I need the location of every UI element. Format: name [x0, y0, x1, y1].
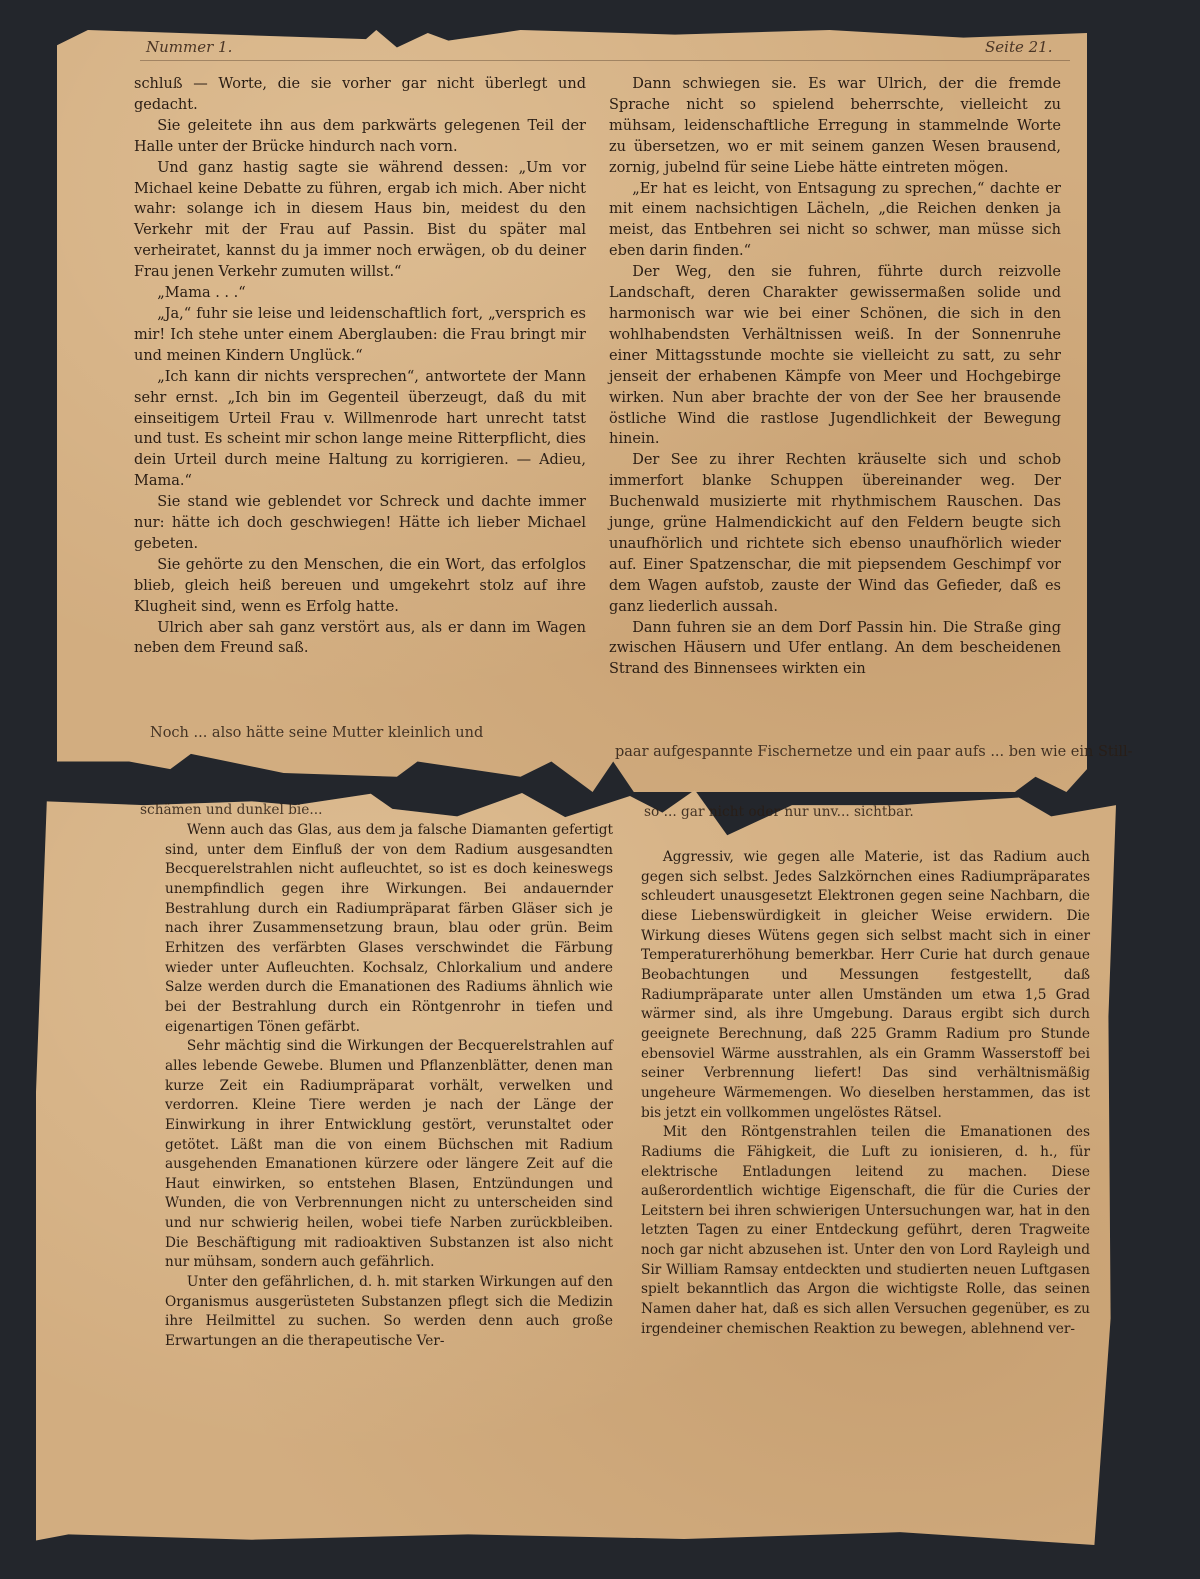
paragraph: „Er hat es leicht, von Entsagung zu sprechen,“ dachte er mit einem nachsichtigen Lächeln, „die Reichen denken ja meist, das Entbehren sei nicht so schwer, man müsse sich eben darin finden.“ — [609, 180, 1061, 260]
paragraph: Unter den gefährlichen, d. h. mit starken Wirkungen auf den Organismus ausgerüsteten Substanzen pflegt sich die Medizin ihre Heilmittel zu suchen. So werden denn auch große Erwartungen an die therapeutische Ver- — [165, 1274, 613, 1350]
paragraph: Ulrich aber sah ganz verstört aus, als er dann im Wagen neben dem Freund saß. — [134, 619, 586, 657]
torn-line-top-left: Noch ... also hätte seine Mutter kleinlich und — [150, 725, 484, 741]
paragraph: Und ganz hastig sagte sie während dessen: „Um vor Michael keine Debatte zu führen, ergab ich mich. Aber nicht wahr: solange ich in diesem Haus bin, meidest du den Verkehr mit der Frau auf Passin. Bist du später mal verheiratet, kannst du ja immer noch erwägen, ob du deiner Frau jenen Verkehr zumuten willst.“ — [134, 159, 586, 281]
paragraph: Aggressiv, wie gegen alle Materie, ist das Radium auch gegen sich selbst. Jedes Salzkörnchen eines Radiumpräparates schleudert unausgesetzt Elektronen gegen seine Nachbarn, die diese Liebenswürdigkeit in gleicher Weise erwidern. Die Wirkung dieses Wütens gegen sich selbst macht sich in einer Temperaturerhöhung bemerkbar. Herr Curie hat durch genaue Beobachtungen und Messungen festgestellt, daß Radiumpräparate unter allen Umständen um etwa 1,5 Grad wärmer sind, als ihre Umgebung. Daraus ergibt sich durch geeignete Berechnung, daß 225 Gramm Radium pro Stunde ebensoviel Wärme ausstrahlen, als ein Gramm Wasserstoff bei seiner Verbrennung liefert! Das sind verhältnismäßig ungeheure Wärmemengen. Wo dieselben herstammen, das ist bis jetzt ein vollkommen ungelöstes Rätsel. — [641, 849, 1090, 1121]
paragraph: Sie stand wie geblendet vor Schreck und dachte immer nur: hätte ich doch geschwiegen! Hätte ich lieber Michael gebeten. — [134, 494, 586, 552]
paragraph: „Ja,“ fuhr sie leise und leidenschaftlich fort, „versprich es mir! Ich stehe unter einem Aberglauben: die Frau bringt mir und meinen Kindern Unglück.“ — [134, 305, 586, 364]
top-right-column — [609, 74, 1061, 680]
issue-number: Nummer 1. — [146, 38, 233, 56]
torn-line-bottom-left: schämen und dunkel bie... — [140, 802, 323, 818]
paragraph: Der See zu ihrer Rechten kräuselte sich und schob immerfort blanke Schuppen übereinander weg. Der Buchenwald musizierte mit rhythmischem Rauschen. Das junge, grüne Halmendickicht auf den Feldern beugte sich unaufhörlich und richtete sich ebenso unaufhörlich wieder auf. Einer Spatzenschar, die mit piepsendem Geschimpf vor dem Wagen aufstob, zauste der Wind das Gefieder, daß es ganz liederlich aussah. — [609, 452, 1061, 615]
paragraph: Der Weg, den sie fuhren, führte durch reizvolle Landschaft, deren Charakter gewissermaßen solide und harmonisch war wie bei einer Schönen, die sich in den wohlhabendsten Verhältnissen weiß. In der Sonnenruhe einer Mittagsstunde mochte sie vielleicht zu satt, zu sehr jenseit der erhabenen Kämpfe von Meer und Hochgebirge wirken. Nun aber brachte der von der See her brausende östliche Wind die rastlose Jugendlichkeit der Bewegung hinein. — [609, 264, 1061, 448]
top-left-column — [134, 74, 586, 659]
paragraph: Sie gehörte zu den Menschen, die ein Wort, das erfolglos blieb, gleich heiß bereuen und umgekehrt stolz auf ihre Klugheit sind, wenn es Erfolg hatte. — [134, 556, 586, 615]
bottom-right-column — [641, 848, 1090, 1339]
paragraph: Wenn auch das Glas, aus dem ja falsche Diamanten gefertigt sind, unter dem Einfluß der von dem Radium ausgesandten Becquerelstrahlen nicht aufleuchtet, so ist es doch keineswegs unempfindlich gegen ihre Wirkungen. Bei andauernder Bestrahlung durch ein Radiumpräparat färben Gläser sich je nach ihrer Zusammensetzung braun, blau oder grün. Beim Erhitzen des verfärbten Glases verschwindet die Färbung wieder unter Aufleuchten. Kochsalz, Chlorkalium und andere Salze werden durch die Emanationen des Radiums ähnlich wie bei der Bestrahlung durch ein Röntgenrohr in tiefen und eigenartigen Tönen gefärbt. — [165, 822, 613, 1035]
torn-line-bottom-right: so ... gar nicht oder nur unv... sichtbar. — [644, 804, 914, 820]
torn-line-top-right: paar aufgespannte Fischernetze und ein paar aufs ... ben wie ein Still- — [615, 744, 1133, 760]
paragraph: „Ich kann dir nichts versprechen“, antwortete der Mann sehr ernst. „Ich bin im Gegenteil überzeugt, daß du mit einseitigem Urteil Frau v. Willmenrode hart unrecht tatst und tust. Es scheint mir schon lange meine Ritterpflicht, dies dein Urteil durch meine Haltung zu korrigieren. — Adieu, Mama.“ — [134, 368, 586, 490]
header-rule — [140, 60, 1070, 61]
paragraph: Mit den Röntgenstrahlen teilen die Emanationen des Radiums die Fähigkeit, die Luft zu ionisieren, d. h., für elektrische Entladungen leitend zu machen. Diese außerordentlich wichtige Eigenschaft, die für die Curies der Leitstern bei ihren schwierigen Untersuchungen war, hat in den letzten Tagen zu einer Entdeckung geführt, deren Tragweite noch gar nicht abzusehen ist. Unter den von Lord Rayleigh und Sir William Ramsay entdeckten und studierten neuen Luftgasen spielt bekanntlich das Argon die wichtigste Rolle, das seinen Namen daher hat, daß es sich allen Versuchen gegenüber, es zu irgendeiner chemischen Reaktion zu bewegen, ablehnend ver- — [641, 1124, 1090, 1337]
paragraph: schluß — Worte, die sie vorher gar nicht überlegt und gedacht. — [134, 76, 586, 113]
bottom-left-column — [165, 821, 613, 1352]
page-number: Seite 21. — [985, 38, 1053, 56]
paragraph: „Mama . . .“ — [157, 285, 246, 302]
paragraph: Sie geleitete ihn aus dem parkwärts gelegenen Teil der Halle unter der Brücke hindurch nach vorn. — [134, 117, 586, 155]
paragraph: Dann fuhren sie an dem Dorf Passin hin. Die Straße ging zwischen Häusern und Ufer entlang. An dem bescheidenen Strand des Binnensees wirkten ein — [609, 619, 1061, 678]
paragraph: Sehr mächtig sind die Wirkungen der Becquerelstrahlen auf alles lebende Gewebe. Blumen und Pflanzenblätter, denen man kurze Zeit ein Radiumpräparat vorhält, verwelken und verdorren. Kleine Tiere werden je nach der Länge der Einwirkung in ihrer Entwicklung gestört, verunstaltet oder getötet. Läßt man die von einem Büchschen mit Radium ausgehenden Emanationen kürzere oder längere Zeit auf die Haut einwirken, so entstehen Blasen, Entzündungen und Wunden, die von Verbrennungen nicht zu unterscheiden sind und nur schwierig heilen, wobei tiefe Narben zurückbleiben. Die Beschäftigung mit radioaktiven Substanzen ist also nicht nur mühsam, sondern auch gefährlich. — [165, 1038, 613, 1271]
paragraph: Dann schwiegen sie. Es war Ulrich, der die fremde Sprache nicht so spielend beherrschte, vielleicht zu mühsam, leidenschaftliche Erregung in stammelnde Worte zu übersetzen, wo er mit seinem ganzen Wesen brausend, zornig, jubelnd für seine Liebe hätte eintreten mögen. — [609, 76, 1061, 176]
